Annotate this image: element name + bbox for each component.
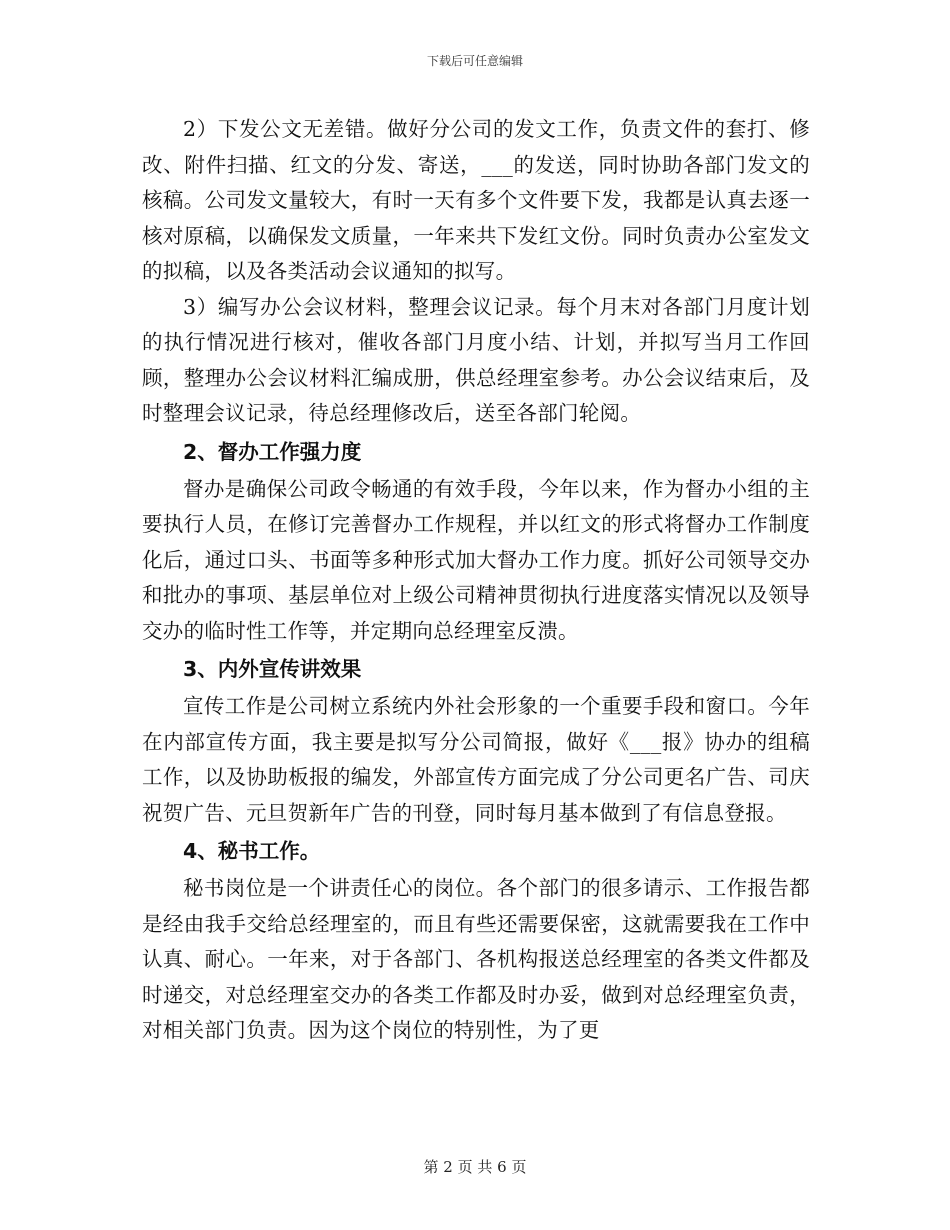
page-number: 第 2 页 共 6 页 <box>423 1158 527 1176</box>
heading-supervision: 2、督办工作强力度 <box>183 439 362 464</box>
page-header: 下载后可任意编辑 <box>426 54 523 68</box>
heading-secretary: 4、秘书工作。 <box>183 839 321 863</box>
paragraph-issue-documents: 2）下发公文无差错。做好分公司的发文工作，负责文件的套打、修改、附件扫描、红文的分发、寄送，___的发送，同时协助各部门发文的核稿。公司发文量较大，有时一天有多个文件要下发，我都是认真去逐一核对原稿，以确保发文质量，一年来共下发红文份。同时负责办公室发文的拟稿，以及各类活动会议通知的拟写。 <box>142 117 810 283</box>
paragraph-supervision: 督办是确保公司政令畅通的有效手段，今年以来，作为督办小组的主要执行人员，在修订完善督办工作规程，并以红文的形式将督办工作制度化后，通过口头、书面等多种形式加大督办工作力度。抓好公司领导交办和批办的事项、基层单位对上级公司精神贯彻执行进度落实情况以及领导交办的临时性工作等，并定期向总经理室反溃。 <box>142 476 810 643</box>
paragraph-publicity: 宣传工作是公司树立系统内外社会形象的一个重要手段和窗口。今年在内部宣传方面，我主要是拟写分公司简报，做好《___报》协办的组稿工作，以及协助板报的编发，外部宣传方面完成了分公司更名广告、司庆祝贺广告、元旦贺新年广告的刊登，同时每月基本做到了有信息登报。 <box>142 694 810 825</box>
heading-publicity: 3、内外宣传讲效果 <box>183 657 362 681</box>
paragraph-secretary: 秘书岗位是一个讲责任心的岗位。各个部门的很多请示、工作报告都是经由我手交给总经理室的，而且有些还需要保密，这就需要我在工作中认真、耐心。一年来，对于各部门、各机构报送总经理室的各类文件都及时递交，对总经理室交办的各类工作都及时办妥，做到对总经理室负责，对相关部门负责。因为这个岗位的特别性，为了更 <box>142 876 810 1042</box>
document-body <box>142 112 810 1049</box>
paragraph-meeting-materials: 3）编写办公会议材料，整理会议记录。每个月末对各部门月度计划的执行情况进行核对，催收各部门月度小结、计划，并拟写当月工作回顾，整理办公会议材料汇编成册，供总经理室参考。办公会议结束后，及时整理会议记录，待总经理修改后，送至各部门轮阅。 <box>142 294 810 425</box>
